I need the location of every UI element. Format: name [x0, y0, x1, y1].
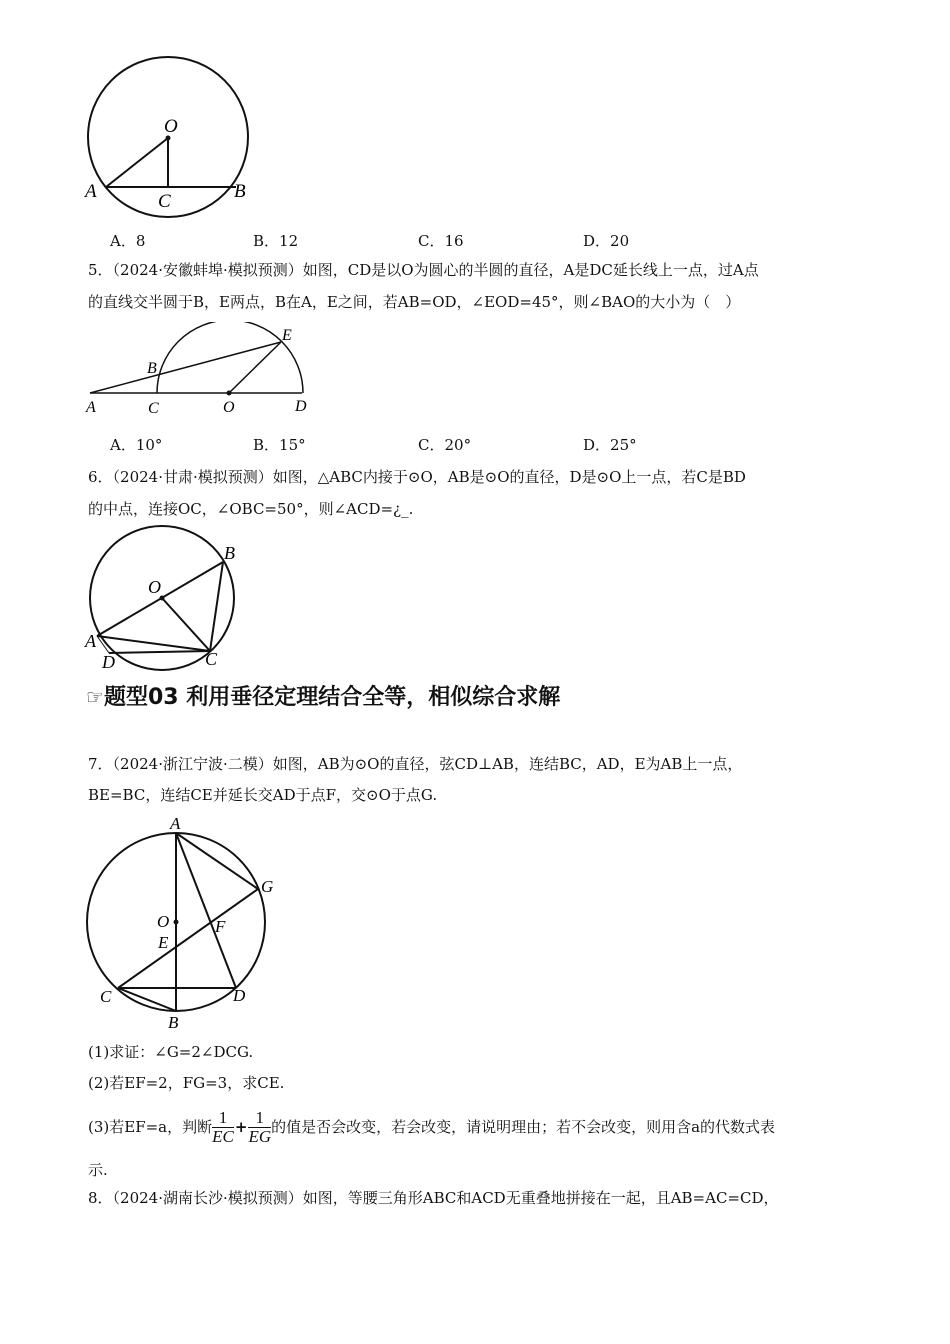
fig6-label-a: A: [85, 631, 96, 651]
fig7-label-g: G: [261, 877, 274, 896]
fig6-label-b: B: [224, 543, 235, 563]
fig5-label-c: C: [148, 400, 159, 417]
q7-part2: (2)若EF=2，FG=3，求CE.: [88, 1074, 285, 1092]
fig5-label-o: O: [223, 399, 235, 416]
fraction-1-denominator: EC: [212, 1126, 234, 1146]
q8-text-line1: 8．（2024·湖南长沙·模拟预测）如图，等腰三角形ABC和ACD无重叠地拼接在一起，且AB=AC=CD，: [88, 1189, 779, 1207]
figure-circle-chord: [80, 55, 260, 220]
q7-part3-line2: 示.: [88, 1161, 108, 1179]
figure-semicircle: [82, 322, 317, 422]
q5-option-c: C．20°: [418, 436, 472, 454]
fig6-label-c: C: [205, 649, 218, 669]
fig1-label-b: B: [234, 181, 246, 202]
pointing-hand-icon: ☞: [86, 685, 104, 709]
fraction-1-over-ec: [212, 1109, 234, 1146]
q5-option-b: B．15°: [253, 436, 306, 454]
q7-part3-prefix: (3)若EF=a，判断: [88, 1118, 213, 1136]
q7-text-line1: 7．（2024·浙江宁波·二模）如图，AB为⊙O的直径，弦CD⊥AB，连结BC，AD，E为AB上一点，: [88, 755, 743, 773]
fig7-label-a: A: [170, 814, 181, 833]
fig1-label-a: A: [85, 181, 97, 202]
q5-text-line1: 5．（2024·安徽蚌埠·模拟预测）如图，CD是以O为圆心的半圆的直径，A是DC延长线上一点，过A点: [88, 261, 759, 279]
fig7-label-e: E: [158, 933, 169, 952]
q7-part1: (1)求证：∠G=2∠DCG.: [88, 1043, 254, 1061]
fig5-label-a: A: [86, 399, 96, 416]
fraction-2-numerator: 1: [248, 1109, 271, 1128]
q6-text-line1: 6．（2024·甘肃·模拟预测）如图，△ABC内接于⊙O，AB是⊙O的直径，D是⊙O上一点，若C是BD: [88, 468, 746, 486]
q4-option-a: A．8: [110, 232, 146, 250]
fig5-label-d: D: [295, 398, 307, 415]
fig6-label-o: O: [148, 577, 161, 597]
figure-inscribed-triangle: [82, 525, 252, 675]
q5-option-a: A．10°: [110, 436, 163, 454]
figure-circle-chords: [80, 812, 280, 1032]
q4-option-b: B．12: [253, 232, 299, 250]
q4-option-c: C．16: [418, 232, 464, 250]
fraction-1-numerator: 1: [212, 1109, 234, 1128]
section-heading: [86, 680, 560, 711]
section-title: 题型03 利用垂径定理结合全等，相似综合求解: [103, 685, 561, 710]
fig7-label-c: C: [100, 987, 112, 1006]
q6-text-line2: 的中点，连接OC，∠OBC=50°，则∠ACD=¿_.: [88, 500, 414, 518]
fig5-label-b: B: [147, 360, 157, 377]
plus-sign: +: [234, 1118, 248, 1136]
q5-option-d: D．25°: [583, 436, 637, 454]
fig6-label-d: D: [102, 652, 115, 672]
fig7-label-d: D: [233, 986, 246, 1005]
fraction-2-over-eg: [248, 1109, 271, 1146]
fig7-label-b: B: [168, 1013, 179, 1032]
q5-text-line2: 的直线交半圆于B，E两点，B在A，E之间，若AB=OD，∠EOD=45°，则∠BAO的大小为（ ）: [88, 293, 741, 311]
fig7-label-o: O: [157, 912, 170, 931]
fig1-label-o: O: [164, 116, 178, 137]
fig7-label-f: F: [215, 917, 226, 936]
q7-part3-suffix: 的值是否会改变，若会改变，请说明理由；若不会改变，则用含a的代数式表: [271, 1118, 776, 1136]
q4-option-d: D．20: [583, 232, 630, 250]
q7-part3: [88, 1103, 775, 1151]
fig5-label-e: E: [282, 327, 292, 344]
fraction-2-denominator: EG: [248, 1126, 272, 1146]
fig1-label-c: C: [158, 191, 171, 212]
q7-text-line2: BE=BC，连结CE并延长交AD于点F，交⊙O于点G.: [88, 786, 438, 804]
